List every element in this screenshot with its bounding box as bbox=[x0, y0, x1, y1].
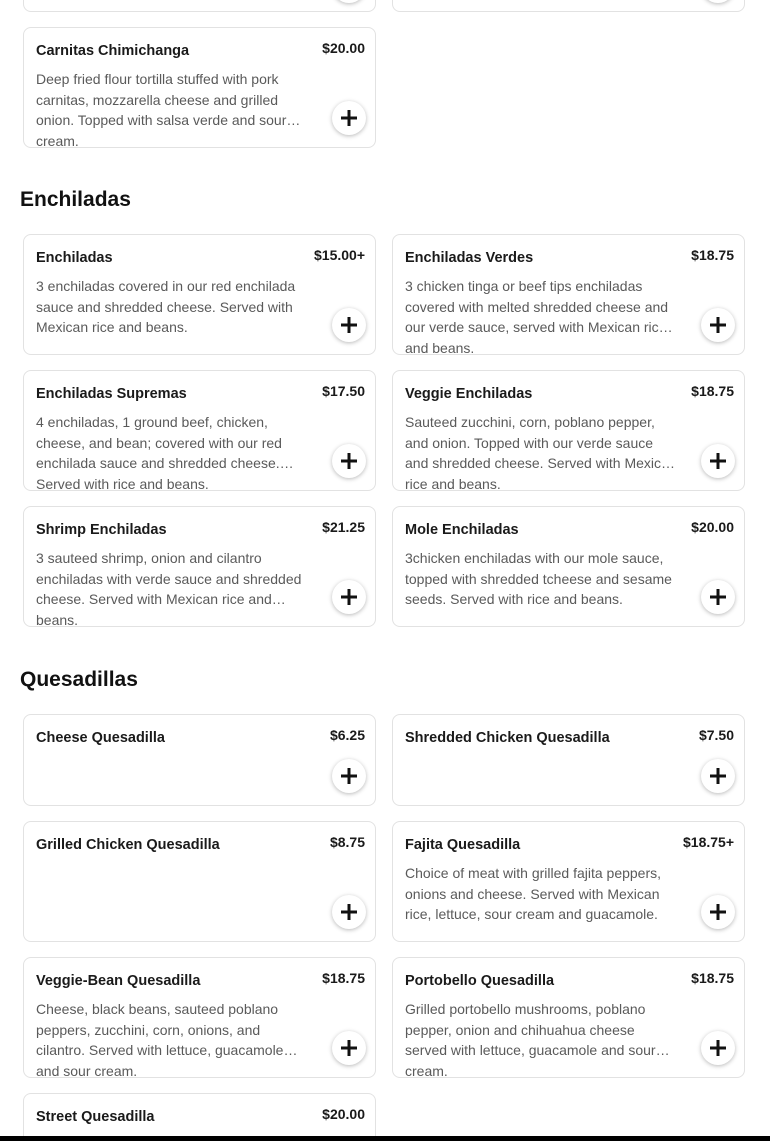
plus-icon bbox=[709, 767, 727, 785]
add-item-button[interactable] bbox=[701, 580, 735, 614]
item-price: $6.25 bbox=[329, 727, 365, 743]
section-title-quesadillas: Quesadillas bbox=[20, 668, 138, 691]
item-name: Mole Enchiladas bbox=[405, 522, 519, 538]
add-item-button[interactable] bbox=[701, 1031, 735, 1065]
menu-item-card[interactable] bbox=[23, 234, 376, 355]
item-price: $15.00+ bbox=[314, 247, 365, 263]
menu-item-card[interactable] bbox=[23, 1093, 376, 1141]
menu-item-card[interactable] bbox=[23, 27, 376, 148]
plus-icon bbox=[709, 903, 727, 921]
item-name: Cheese Quesadilla bbox=[36, 730, 165, 746]
item-name: Shrimp Enchiladas bbox=[36, 522, 167, 538]
item-name: Fajita Quesadilla bbox=[405, 837, 521, 853]
section-title-enchiladas: Enchiladas bbox=[20, 188, 131, 211]
item-price: $18.75 bbox=[322, 970, 365, 986]
item-price: $18.75 bbox=[691, 247, 734, 263]
plus-icon bbox=[340, 767, 358, 785]
item-price: $20.00 bbox=[691, 519, 734, 535]
plus-icon bbox=[340, 1039, 358, 1057]
add-item-button[interactable] bbox=[332, 444, 366, 478]
item-price: $20.00 bbox=[322, 1106, 365, 1122]
item-description: 4 enchiladas, 1 ground beef, chicken, cheese, and bean; covered with our red enchilada sauce and shredded cheese. Served with rice and beans. bbox=[36, 414, 282, 492]
item-name: Enchiladas Supremas bbox=[36, 386, 187, 402]
menu-item-card[interactable] bbox=[392, 506, 745, 627]
item-name: Shredded Chicken Quesadilla bbox=[405, 730, 610, 746]
item-name: Veggie-Bean Quesadilla bbox=[36, 973, 201, 989]
item-price: $8.75 bbox=[329, 834, 365, 850]
add-item-button[interactable] bbox=[701, 308, 735, 342]
item-name: Street Quesadilla bbox=[36, 1109, 155, 1125]
item-name: Enchiladas Verdes bbox=[405, 250, 534, 266]
item-description: Cheese, black beans, sauteed poblano peppers, zucchini, corn, onions, and cilantro. Served with lettuce, guacamole and sour cream. bbox=[36, 1001, 284, 1079]
plus-icon bbox=[340, 903, 358, 921]
plus-icon bbox=[340, 316, 358, 334]
add-item-button[interactable] bbox=[332, 895, 366, 929]
item-price: $18.75 bbox=[691, 970, 734, 986]
menu-item-card-partial[interactable] bbox=[392, 0, 745, 12]
item-description: 3 enchiladas covered in our red enchilada sauce and shredded cheese. Served with Mexican rice and beans. bbox=[36, 278, 296, 335]
item-price: $18.75+ bbox=[683, 834, 734, 850]
menu-item-card[interactable] bbox=[392, 370, 745, 491]
item-name: Portobello Quesadilla bbox=[405, 973, 555, 989]
item-price: $21.25 bbox=[322, 519, 365, 535]
plus-icon bbox=[340, 109, 358, 127]
add-item-button[interactable] bbox=[701, 444, 735, 478]
item-description: Grilled portobello mushrooms, poblano pepper, onion and chihuahua cheese served with lettuce, guacamole and sour cream. bbox=[405, 1001, 656, 1079]
item-name: Veggie Enchiladas bbox=[405, 386, 533, 402]
plus-icon bbox=[709, 316, 727, 334]
menu-item-card[interactable] bbox=[23, 370, 376, 491]
item-description: Sauteed zucchini, corn, poblano pepper, and onion. Topped with our verde sauce and shredded cheese. Served with Mexican rice and beans. bbox=[405, 414, 677, 492]
add-item-button[interactable] bbox=[332, 1031, 366, 1065]
item-description: Deep fried flour tortilla stuffed with pork carnitas, mozzarella cheese and grilled onion. Topped with salsa verde and sour cream. bbox=[36, 71, 287, 149]
add-item-button[interactable] bbox=[701, 895, 735, 929]
item-price: $7.50 bbox=[698, 727, 734, 743]
bottom-bar bbox=[0, 1136, 770, 1141]
menu-item-card[interactable] bbox=[392, 714, 745, 806]
menu-item-card[interactable] bbox=[23, 506, 376, 627]
menu-item-card[interactable] bbox=[392, 234, 745, 355]
menu-item-card[interactable] bbox=[23, 714, 376, 806]
item-price: $20.00 bbox=[322, 40, 365, 56]
item-name: Enchiladas bbox=[36, 250, 113, 266]
item-description: Choice of meat with grilled fajita peppers, onions and cheese. Served with Mexican rice, lettuce, sour cream and guacamole. bbox=[405, 865, 662, 922]
plus-icon bbox=[340, 452, 358, 470]
plus-icon bbox=[709, 1039, 727, 1057]
add-item-button[interactable] bbox=[332, 0, 366, 3]
menu-item-card[interactable] bbox=[23, 957, 376, 1078]
menu-item-card[interactable] bbox=[23, 821, 376, 942]
add-item-button[interactable] bbox=[701, 0, 735, 3]
menu-item-card[interactable] bbox=[392, 957, 745, 1078]
item-description: 3chicken enchiladas with our mole sauce, topped with shredded tcheese and sesame seeds. Served with rice and beans. bbox=[405, 550, 672, 607]
add-item-button[interactable] bbox=[332, 580, 366, 614]
item-name: Grilled Chicken Quesadilla bbox=[36, 837, 220, 853]
item-name: Carnitas Chimichanga bbox=[36, 43, 190, 59]
item-price: $18.75 bbox=[691, 383, 734, 399]
item-description: 3 sauteed shrimp, onion and cilantro enchiladas with verde sauce and shredded cheese. Served with Mexican rice and beans. bbox=[36, 550, 302, 628]
add-item-button[interactable] bbox=[332, 759, 366, 793]
menu-item-card-partial[interactable] bbox=[23, 0, 376, 12]
plus-icon bbox=[340, 588, 358, 606]
item-price: $17.50 bbox=[322, 383, 365, 399]
add-item-button[interactable] bbox=[332, 101, 366, 135]
add-item-button[interactable] bbox=[701, 759, 735, 793]
item-description: 3 chicken tinga or beef tips enchiladas covered with melted shredded cheese and our verde sauce, served with Mexican rice and beans. bbox=[405, 278, 669, 356]
plus-icon bbox=[709, 588, 727, 606]
plus-icon bbox=[709, 452, 727, 470]
add-item-button[interactable] bbox=[332, 308, 366, 342]
menu-item-card[interactable] bbox=[392, 821, 745, 942]
